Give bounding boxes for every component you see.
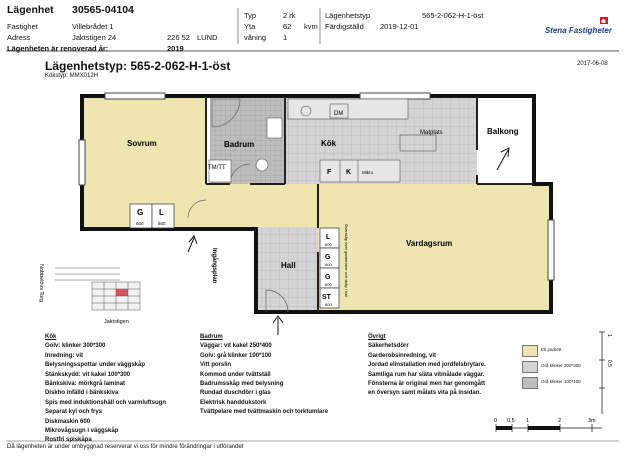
legend-label-tile300: Grå klinker 300*300 <box>541 363 581 368</box>
site-highlight <box>116 289 128 296</box>
label-tmtt: TM/TT <box>208 165 226 171</box>
floor-value: 1 <box>283 33 288 42</box>
hscale-tick-3m: 3m <box>588 418 596 424</box>
notes-kok-line: Diskmaskin 600 <box>45 418 91 425</box>
city: LUND <box>197 33 218 42</box>
hscale-tick-05: 0,5 <box>507 418 515 424</box>
notes-kok-line: Inredning: vit <box>45 352 83 359</box>
wardrobe-g-width: 600 <box>136 221 144 226</box>
area-value: 62 <box>283 22 292 31</box>
scale-bar <box>480 318 620 436</box>
notes-ovr-line: Säkerhetsdörr <box>368 343 409 350</box>
notes-bad-line: Kommod under tvättställ <box>200 371 271 378</box>
type-label: Typ <box>244 11 257 20</box>
notes-bad-line: Golv: grå klinker 100*100 <box>200 352 272 359</box>
logo-text: Stena Fastigheter <box>544 26 612 35</box>
entrance-plan-label: Ingångsplan <box>211 248 217 284</box>
postal-code: 226 52 <box>167 33 190 42</box>
notes-ovr-line: Garderobsinredning, vit <box>368 352 437 359</box>
completed-value: 2019-12-01 <box>380 22 419 31</box>
compass-label: Nobbelövs Torg <box>38 264 44 303</box>
notes-bad-title: Badrum <box>200 334 223 340</box>
label-f: F <box>327 169 332 176</box>
renovated-label: Lägenheten är renoverad år: <box>7 44 109 53</box>
room-badrum: Badrum <box>224 140 255 149</box>
hall-g2-label: G <box>325 274 331 281</box>
vscale-tick-05: 0,5 <box>606 360 612 367</box>
hscale-tick-2: 2 <box>558 418 562 424</box>
hscale-tick-1: 1 <box>526 418 530 424</box>
hall-st-width: 600 <box>325 302 332 307</box>
notes-kok-line: Bänkskiva: mörkgrå laminat <box>45 381 126 388</box>
apartment-label: Lägenhet <box>7 4 54 16</box>
notes-kok-line: Stänkskydd: vit kakel 100*300 <box>45 371 131 378</box>
notes-kok-line: Separat kyl och frys <box>45 409 103 416</box>
vardagsrum-floor <box>318 184 551 312</box>
notes-ovr-line: en översyn samt målats vita på insidan. <box>368 390 482 397</box>
room-sovrum: Sovrum <box>127 139 157 148</box>
room-kok: Kök <box>321 139 337 148</box>
wardrobe-l-width: 600 <box>158 221 166 226</box>
washbasin-icon <box>267 118 282 138</box>
site-map <box>30 262 170 328</box>
notes-ovr-line: Fönsterna är original men har genomgått <box>368 381 486 388</box>
legend-label-parquet: Ek parkett <box>541 347 562 352</box>
notes-kok-line: Rostfri spiskåpa <box>45 437 92 444</box>
wardrobe-g-label: G <box>137 208 144 217</box>
address-value: Jaktstigen 24 <box>72 33 117 42</box>
notes-kok-line: Mikrovågsugn i väggskåp <box>45 428 119 435</box>
notes-bad-line: Tvättpelare med tvättmaskin och torktumlare <box>200 409 329 416</box>
room-hall: Hall <box>281 261 296 270</box>
wardrobe-note: Överskåp över garderober och skåp i hall <box>344 224 349 298</box>
renovated-value: 2019 <box>167 44 184 53</box>
notes-kok-line: Spis med induktionshäll och varmluftsugn <box>45 399 167 406</box>
completed-label: Färdigställd <box>325 22 364 31</box>
plan-title: Lägenhetstyp: 565-2-062-H-1-öst <box>45 59 231 73</box>
vscale-tick-1: 1 <box>606 334 612 337</box>
wardrobe-l-label: L <box>159 208 164 217</box>
plan-date: 2017-06-08 <box>577 61 608 67</box>
notes-kok-line: Diskho infälld i bänkskiva <box>45 390 119 397</box>
arrow-sovrum-icon <box>188 236 197 252</box>
notes-bad-line: Vitt porslin <box>200 362 232 369</box>
apt-type-value: 565-2-062-H-1-öst <box>422 11 484 20</box>
label-dm: DM <box>334 111 344 117</box>
notes-ovr-line: Jordad elinstallation med jordfelsbrytare. <box>368 362 486 369</box>
corridor-floor <box>206 184 318 227</box>
address-label: Adress <box>7 33 31 42</box>
notes-kok-title: Kök <box>45 334 57 340</box>
floor-label: våning <box>244 33 267 42</box>
notes-ovr-title: Övrigt <box>368 334 386 340</box>
balkong-floor <box>477 96 534 184</box>
hall-g2-width: 600 <box>325 282 332 287</box>
street-label: Jaktstigen <box>104 319 129 325</box>
notes-kok-line: Belysningsspottar under väggskåp <box>45 362 146 369</box>
hall-l-label: L <box>326 234 331 241</box>
notes-badrum <box>200 333 328 418</box>
label-k: K <box>346 169 352 176</box>
kitchen-type: Kökstyp: MMX012H <box>45 73 99 79</box>
footer-disclaimer: Då lägenheten är under ombyggnad reserverar vi oss för mindre förändringar i utförandet <box>7 444 244 450</box>
kitchen-counter-bottom <box>320 160 400 182</box>
property-label: Fastighet <box>7 22 38 31</box>
legend-label-tile100: Grå klinker 100*100 <box>541 379 581 384</box>
type-value: 2 rk <box>283 11 296 20</box>
toilet-icon <box>256 159 268 171</box>
hscale-tick-0: 0 <box>494 418 498 424</box>
apt-type-label: Lägenhetstyp <box>325 11 371 20</box>
notes-bad-line: Badrumsskåp med belysning <box>200 381 284 388</box>
notes-bad-line: Rundad duschdörr i glas <box>200 390 271 397</box>
area-unit: kvm <box>304 22 318 31</box>
notes-ovr-line: Samtliga rum har släta vitmålade väggar. <box>368 371 485 378</box>
label-matplats: Matplats <box>420 130 443 136</box>
hall-l-width: 600 <box>325 242 332 247</box>
notes-bad-line: Elektrisk handdukstork <box>200 399 267 406</box>
hall-g1-label: G <box>325 254 331 261</box>
hall-st-label: ST <box>322 294 331 301</box>
notes-bad-line: Väggar: vit kakel 250*400 <box>200 343 272 350</box>
room-vardagsrum: Vardagsrum <box>406 239 453 248</box>
notes-kok <box>45 333 166 446</box>
area-label: Yta <box>244 22 256 31</box>
property-value: Villebrådet 1 <box>72 22 114 31</box>
label-mikro: Mikro <box>362 170 373 175</box>
hall-g1-width: 600 <box>325 262 332 267</box>
apartment-number: 30565-04104 <box>72 4 134 16</box>
notes-kok-line: Golv: klinker 300*300 <box>45 343 106 350</box>
room-balkong: Balkong <box>487 127 519 136</box>
washer-stack <box>209 160 231 182</box>
notes-ovrigt <box>368 333 486 399</box>
